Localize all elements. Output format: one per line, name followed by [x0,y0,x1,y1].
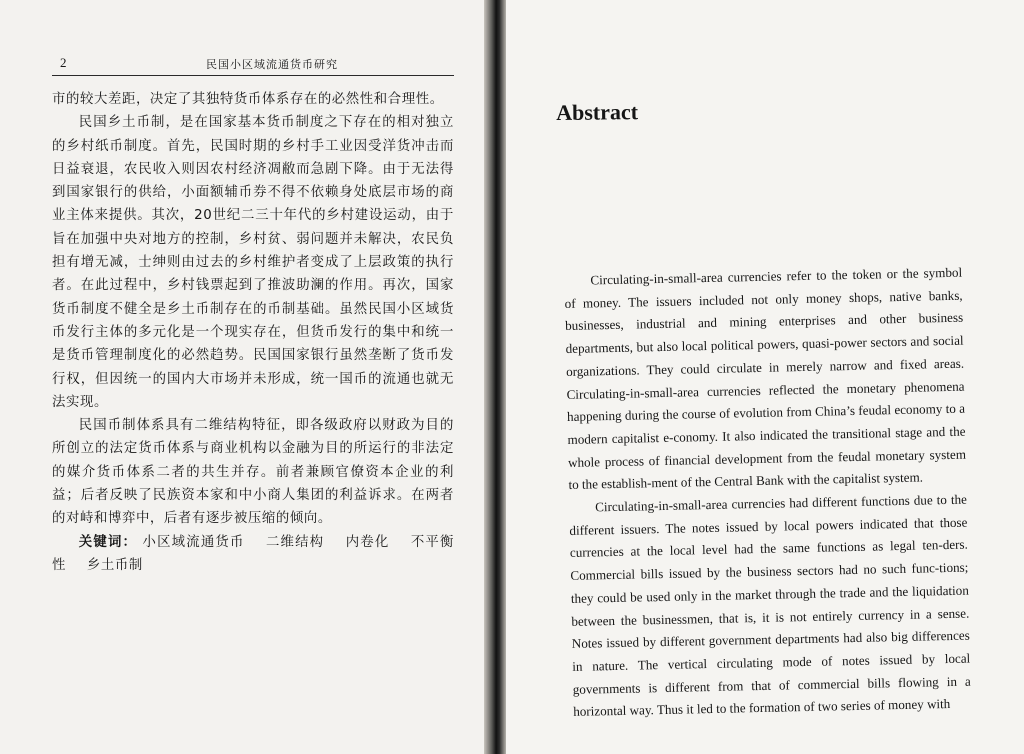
keywords-label: 关键词： [78,534,138,550]
left-page [0,0,488,754]
page-number: 2 [60,55,67,70]
keyword: 小区域流通货币 [142,534,245,550]
paragraph: Circulating-in-small-area currencies refer to the token or the symbol of money. The issuers included not only money shops, native banks, businesses, industrial and mining enterprises and other business departments, but also local political powers, quasi-power sectors and social organizations. They could circulate in merely narrow and fixed areas. Circulating-in-small-area currencies reflected the monetary phenomena happening during the course of evolution from China’s feudal economy to a modern capitalist e-conomy. It also indicated the transitional stage and the whole process of financial development from the feudal monetary system to the establish-ment of the Central Bank with the capitalist system. [564,264,967,493]
keywords-line [52,531,454,578]
paragraph-continued: 市的较大差距，决定了其独特货币体系存在的必然性和合理性。 [52,92,444,107]
keyword: 二维结构 [265,534,325,550]
abstract-heading: Abstract [556,99,639,125]
english-body-text [564,262,971,724]
running-title: 民国小区域流通货币研究 [206,58,338,71]
keyword: 不平衡性 [52,534,454,573]
book-spine-shadow [484,0,506,754]
paragraph: 民国乡土币制，是在国家基本货币制度之下存在的相对独立的乡村纸币制度。首先，民国时期的乡村手工业因受洋货冲击而日益衰退，农民收入则因农村经济凋敝而急剧下降。由于无法得到国家银行的供给，小面额辅币券不得不依赖身处底层市场的商业主体来提供。其次，20世纪二三十年代的乡村建设运动，由于旨在加强中央对地方的控制，乡村贫、弱问题并未解决，农民负担有增无减，士绅则由过去的乡村维护者变成了上层政策的执行者。在此过程中，乡村钱票起到了推波助澜的作用。再次，国家货币制度不健全是乡土币制存在的币制基础。虽然民国小区域货币发行主体的多元化是一个现实存在，但货币发行的集中和统一是货币管理制度化的必然趋势。民国国家银行虽然垄断了货币发行权，但因统一的国内大市场并未形成，统一国币的流通也就无法实现。 [52,115,454,410]
chinese-body-text [52,88,454,577]
paragraph: 民国币制体系具有二维结构特征，即各级政府以财政为目的所创立的法定货币体系与商业机构以金融为目的所运行的非法定的媒介货币体系二者的共生并存。前者兼顾官僚资本企业的利益；后者反映了民族资本家和中小商人集团的利益诉求。在两者的对峙和博弈中，后者有逐步被压缩的倾向。 [52,418,454,527]
right-page [506,0,1024,754]
running-header [52,55,454,76]
keyword: 内卷化 [345,534,390,550]
keyword: 乡土币制 [86,557,143,573]
paragraph: Circulating-in-small-area currencies had different functions due to the different issuers. The notes issued by local powers indicated that those currencies at the local level had the same functions as legal ten-ders. Commercial bills issued by the business sectors had no such func-tions; they could be used only in the market through the trade and the liquidation between the businessmen, that is, it is not entirely currency in a sense. Notes issued by different government departments had also big differences in nature. The vertical circulating mode of notes issued by local governments is different from that of commercial bills flowing in a horizontal way. Thus it led to the formation of two series of money with [569,491,971,720]
